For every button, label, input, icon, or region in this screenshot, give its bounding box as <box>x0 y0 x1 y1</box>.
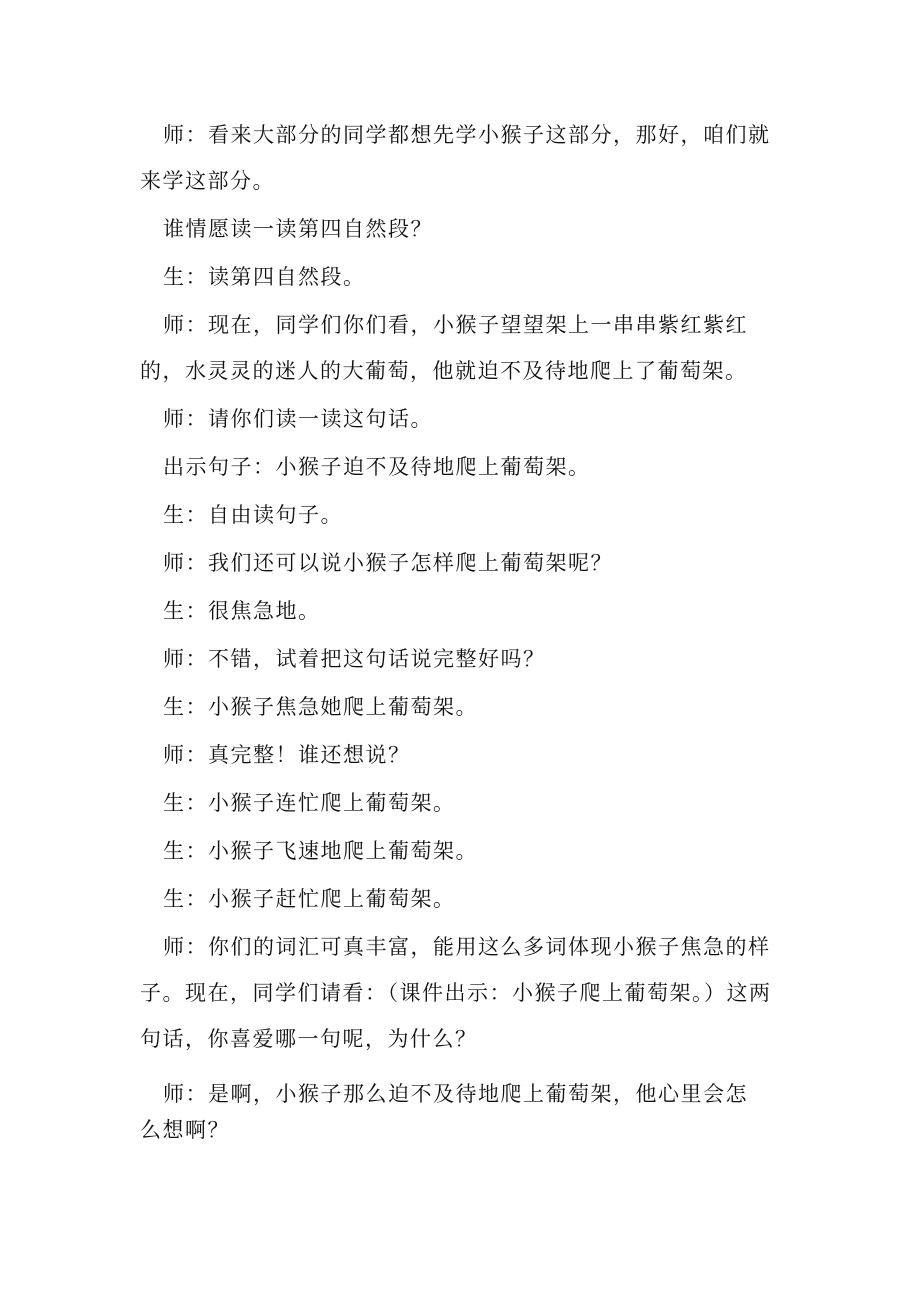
paragraph-12: 师：真完整！谁还想说？ <box>163 743 411 767</box>
paragraph-3: 生：读第四自然段。 <box>163 265 366 289</box>
paragraph-6: 出示句子：小猴子迫不及待地爬上葡萄架。 <box>163 455 591 479</box>
paragraph-5: 师：请你们读一读这句话。 <box>163 407 433 431</box>
paragraph-10: 师：不错，试着把这句话说完整好吗？ <box>163 647 546 671</box>
document-body <box>140 112 790 1148</box>
paragraph-4: 师：现在，同学们你们看，小猴子望望架上一串串紫红紫红的，水灵灵的迷人的大葡萄，他就迫不及待地爬上了葡萄架。 <box>140 313 748 383</box>
paragraph-11: 生：小猴子焦急她爬上葡萄架。 <box>163 695 478 719</box>
paragraph-7: 生：自由读句子。 <box>163 503 343 527</box>
paragraph-1: 师：看来大部分的同学都想先学小猴子这部分，那好，咱们就来学这部分。 <box>140 123 771 193</box>
paragraph-14: 生：小猴子飞速地爬上葡萄架。 <box>163 839 478 863</box>
paragraph-16: 师：你们的词汇可真丰富，能用这么多词体现小猴子焦急的样子。现在，同学们请看：（课件出示：小猴子爬上葡萄架。）这两句话，你喜爱哪一句呢，为什么？ <box>140 935 772 1051</box>
paragraph-8: 师：我们还可以说小猴子怎样爬上葡萄架呢？ <box>163 551 613 575</box>
paragraph-9: 生：很焦急地。 <box>163 599 321 623</box>
paragraph-15: 生：小猴子赶忙爬上葡萄架。 <box>163 887 456 911</box>
paragraph-17: 师：是啊，小猴子那么迫不及待地爬上葡萄架，他心里会怎么想啊？ <box>140 1082 748 1142</box>
paragraph-2: 谁情愿读一读第四自然段？ <box>163 217 433 241</box>
paragraph-13: 生：小猴子连忙爬上葡萄架。 <box>163 791 456 815</box>
